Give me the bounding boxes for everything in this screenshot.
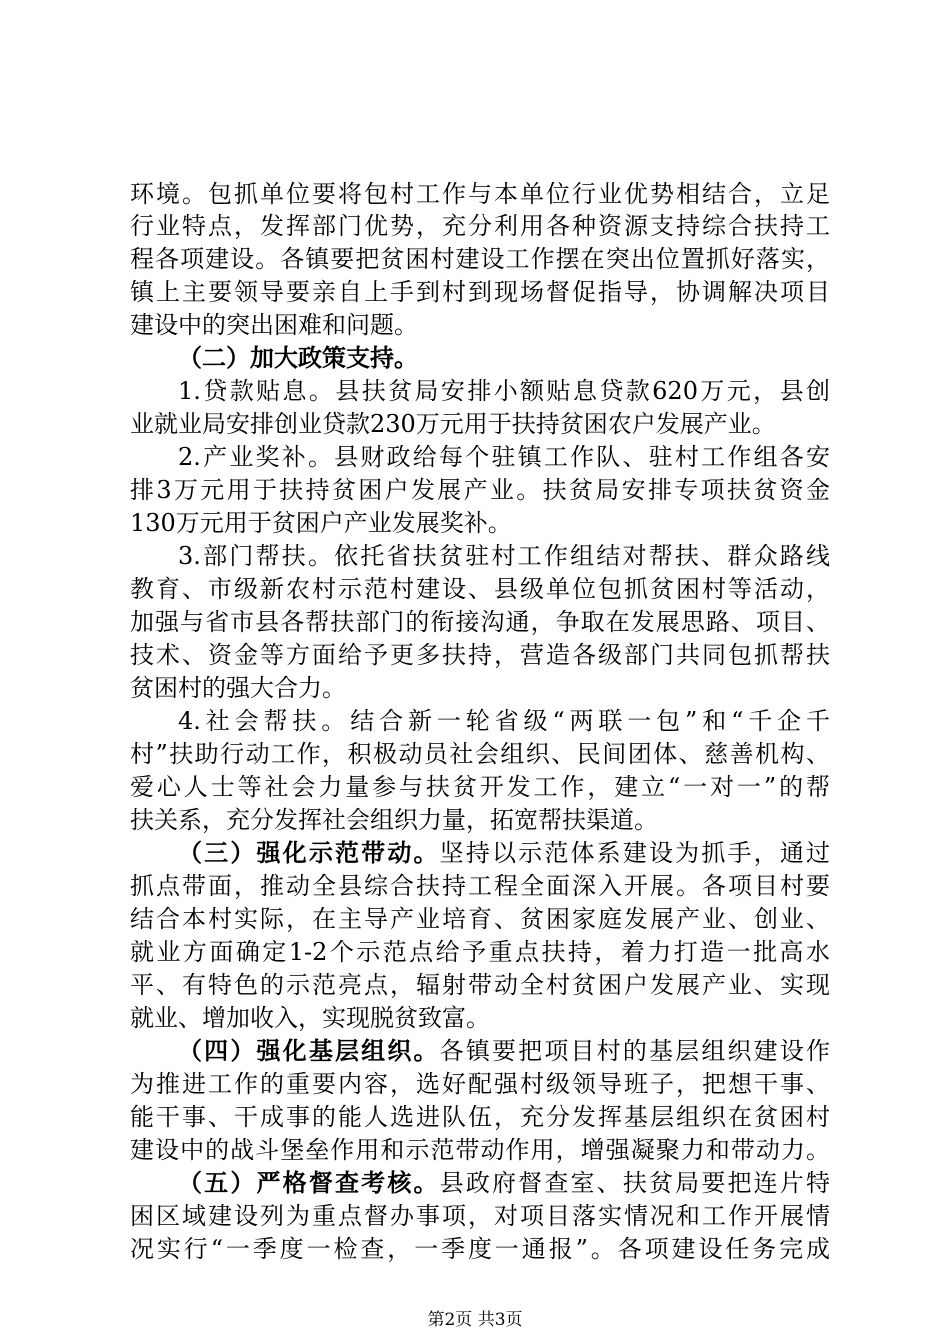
section-heading: （二）加大政策支持。	[178, 343, 418, 372]
section-heading: （五）严格督查考核。	[178, 1168, 440, 1197]
body-line: 教育、市级新农村示范村建设、县级单位包抓贫困村等活动，	[130, 575, 830, 603]
body-line: 加强与省市县各帮扶部门的衔接沟通，争取在发展思路、项目、	[130, 608, 830, 636]
body-line: 爱心人士等社会力量参与扶贫开发工作，建立“一对一”的帮	[130, 773, 830, 801]
page-footer: 第2页 共3页	[427, 1310, 523, 1330]
body-line: 就业、增加收入，实现脱贫致富。	[130, 1004, 490, 1032]
body-line: 3.部门帮扶。依托省扶贫驻村工作组结对帮扶、群众路线	[178, 542, 830, 570]
body-line: 4.社会帮扶。结合新一轮省级“两联一包”和“千企千	[178, 707, 830, 735]
body-line: 建设中的突出困难和问题。	[130, 311, 418, 339]
body-line: 技术、资金等方面给予更多扶持，营造各级部门共同包抓帮扶	[130, 641, 830, 669]
section-paragraph-start	[178, 837, 830, 869]
body-line: 行业特点，发挥部门优势，充分利用各种资源支持综合扶持工	[130, 212, 830, 240]
body-line: 抓点带面，推动全县综合扶持工程全面深入开展。各项目村要	[130, 872, 830, 900]
section-heading: （三）强化示范带动。	[178, 838, 440, 867]
body-line: 困区域建设列为重点督办事项，对项目落实情况和工作开展情	[130, 1202, 830, 1230]
body-line: 镇上主要领导要亲自上手到村到现场督促指导，协调解决项目	[130, 278, 830, 306]
body-line: 况实行“一季度一检查，一季度一通报”。各项建设任务完成	[130, 1235, 830, 1263]
body-line: 环境。包抓单位要将包村工作与本单位行业优势相结合，立足	[130, 180, 830, 208]
body-line: 业就业局安排创业贷款230万元用于扶持贫困农户发展产业。	[130, 410, 776, 438]
body-line: 程各项建设。各镇要把贫困村建设工作摆在突出位置抓好落实，	[130, 245, 830, 273]
body-line: 结合本村实际，在主导产业培育、贫困家庭发展产业、创业、	[130, 905, 830, 933]
body-line: 扶关系，充分发挥社会组织力量，拓宽帮扶渠道。	[130, 806, 658, 834]
body-line: 建设中的战斗堡垒作用和示范带动作用，增强凝聚力和带动力。	[130, 1136, 830, 1164]
section-paragraph-start	[178, 1167, 830, 1199]
body-text: 各镇要把项目村的基层组织建设作	[439, 1037, 831, 1065]
body-text: 坚持以示范体系建设为抓手，通过	[439, 839, 831, 867]
body-line: 1.贷款贴息。县扶贫局安排小额贴息贷款620万元，县创	[178, 377, 830, 405]
body-line: 排3万元用于扶持贫困户发展产业。扶贫局安排专项扶贫资金	[130, 476, 830, 504]
body-line: 平、有特色的示范亮点，辐射带动全村贫困户发展产业、实现	[130, 971, 830, 999]
body-line: 为推进工作的重要内容，选好配强村级领导班子，把想干事、	[130, 1070, 830, 1098]
body-line: 就业方面确定1-2个示范点给予重点扶持，着力打造一批高水	[130, 938, 830, 966]
body-line: 130万元用于贫困户产业发展奖补。	[130, 509, 512, 537]
section-heading: （四）强化基层组织。	[178, 1036, 440, 1065]
body-text: 县政府督查室、扶贫局要把连片特	[439, 1169, 831, 1197]
body-line: 贫困村的强大合力。	[130, 674, 346, 702]
body-line: 村”扶助行动工作，积极动员社会组织、民间团体、慈善机构、	[130, 740, 830, 768]
body-line: 2.产业奖补。县财政给每个驻镇工作队、驻村工作组各安	[178, 443, 830, 471]
body-line: 能干事、干成事的能人选进队伍，充分发挥基层组织在贫困村	[130, 1103, 830, 1131]
section-paragraph-start	[178, 1035, 830, 1067]
